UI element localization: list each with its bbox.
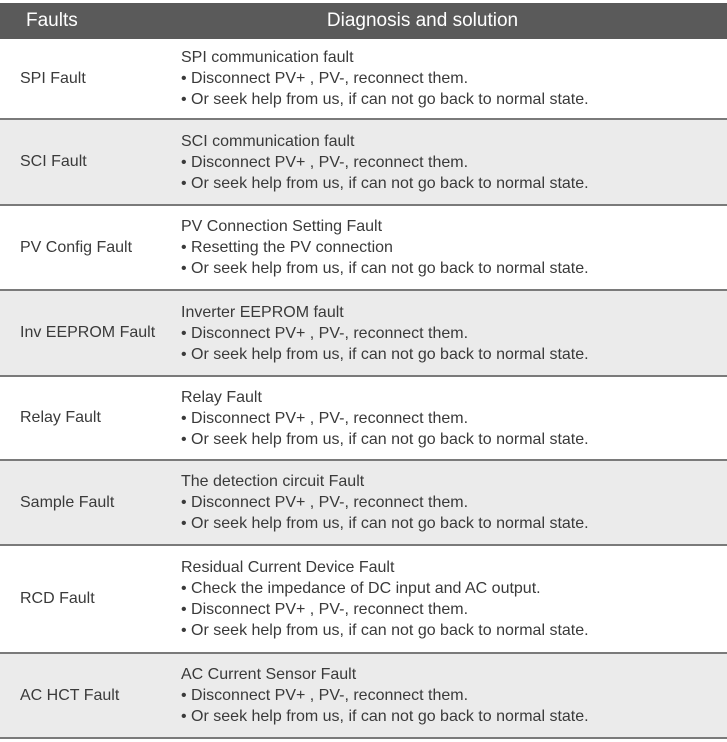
fault-name: Inv EEPROM Fault [20, 324, 156, 341]
solution-bullet: • Disconnect PV+ , PV-, reconnect them. [181, 409, 469, 427]
diagnosis-title: SPI communication fault [181, 49, 354, 66]
diagnosis-cell [168, 39, 727, 118]
diagnosis-cell [168, 291, 727, 375]
diagnosis-cell [168, 377, 727, 459]
faults-table [0, 3, 727, 739]
solution-bullet: • Disconnect PV+ , PV-, reconnect them. [181, 494, 469, 511]
fault-name: AC HCT Fault [20, 686, 120, 704]
solution-bullet: • Disconnect PV+ , PV-, reconnect them. [181, 601, 469, 618]
table-row-sample [0, 461, 727, 546]
solution-bullet: • Or seek help from us, if can not go back to normal state. [181, 260, 589, 277]
table-row-relay [0, 377, 727, 461]
fault-name: PV Config Fault [20, 238, 133, 256]
solution-bullet: • Or seek help from us, if can not go back to normal state. [181, 91, 589, 108]
diagnosis-cell [168, 546, 727, 652]
diagnosis-cell [168, 120, 727, 204]
solution-bullet: • Disconnect PV+ , PV-, reconnect them. [181, 70, 469, 87]
fault-name: RCD Fault [20, 590, 95, 607]
solution-bullet: • Check the impedance of DC input and AC output. [181, 580, 541, 597]
solution-bullet: • Resetting the PV connection [181, 239, 393, 256]
diagnosis-title: Residual Current Device Fault [181, 559, 395, 576]
solution-bullet: • Or seek help from us, if can not go back to normal state. [181, 622, 589, 639]
header-faults: Faults [26, 10, 78, 31]
solution-bullet: • Or seek help from us, if can not go back to normal state. [181, 708, 589, 725]
diagnosis-title: The detection circuit Fault [181, 473, 365, 490]
table-row-rcd [0, 546, 727, 654]
table-row-inv-eeprom [0, 291, 727, 377]
solution-bullet: • Or seek help from us, if can not go back to normal state. [181, 174, 589, 192]
table-row-sci [0, 120, 727, 206]
header-diagnosis: Diagnosis and solution [326, 10, 519, 31]
solution-bullet: • Disconnect PV+ , PV-, reconnect them. [181, 324, 469, 342]
diagnosis-title: AC Current Sensor Fault [181, 666, 357, 683]
diagnosis-title: PV Connection Setting Fault [181, 218, 383, 235]
table-header [0, 3, 727, 39]
table-row-ac-hct [0, 654, 727, 739]
diagnosis-title: SCI communication fault [181, 132, 355, 150]
solution-bullet: • Or seek help from us, if can not go back to normal state. [181, 515, 589, 532]
diagnosis-cell [168, 206, 727, 289]
solution-bullet: • Disconnect PV+ , PV-, reconnect them. [181, 153, 469, 171]
table-row-pv-config [0, 206, 727, 291]
fault-name: SCI Fault [20, 153, 87, 170]
fault-name: Relay Fault [20, 409, 101, 426]
diagnosis-title: Inverter EEPROM fault [181, 303, 344, 321]
fault-name: SPI Fault [20, 69, 86, 87]
diagnosis-cell [168, 654, 727, 737]
diagnosis-title: Relay Fault [181, 388, 262, 406]
fault-name: Sample Fault [20, 493, 115, 511]
diagnosis-cell [168, 461, 727, 544]
table-row-spi [0, 39, 727, 120]
solution-bullet: • Disconnect PV+ , PV-, reconnect them. [181, 687, 469, 704]
solution-bullet: • Or seek help from us, if can not go back to normal state. [181, 345, 589, 363]
solution-bullet: • Or seek help from us, if can not go back to normal state. [181, 430, 589, 448]
